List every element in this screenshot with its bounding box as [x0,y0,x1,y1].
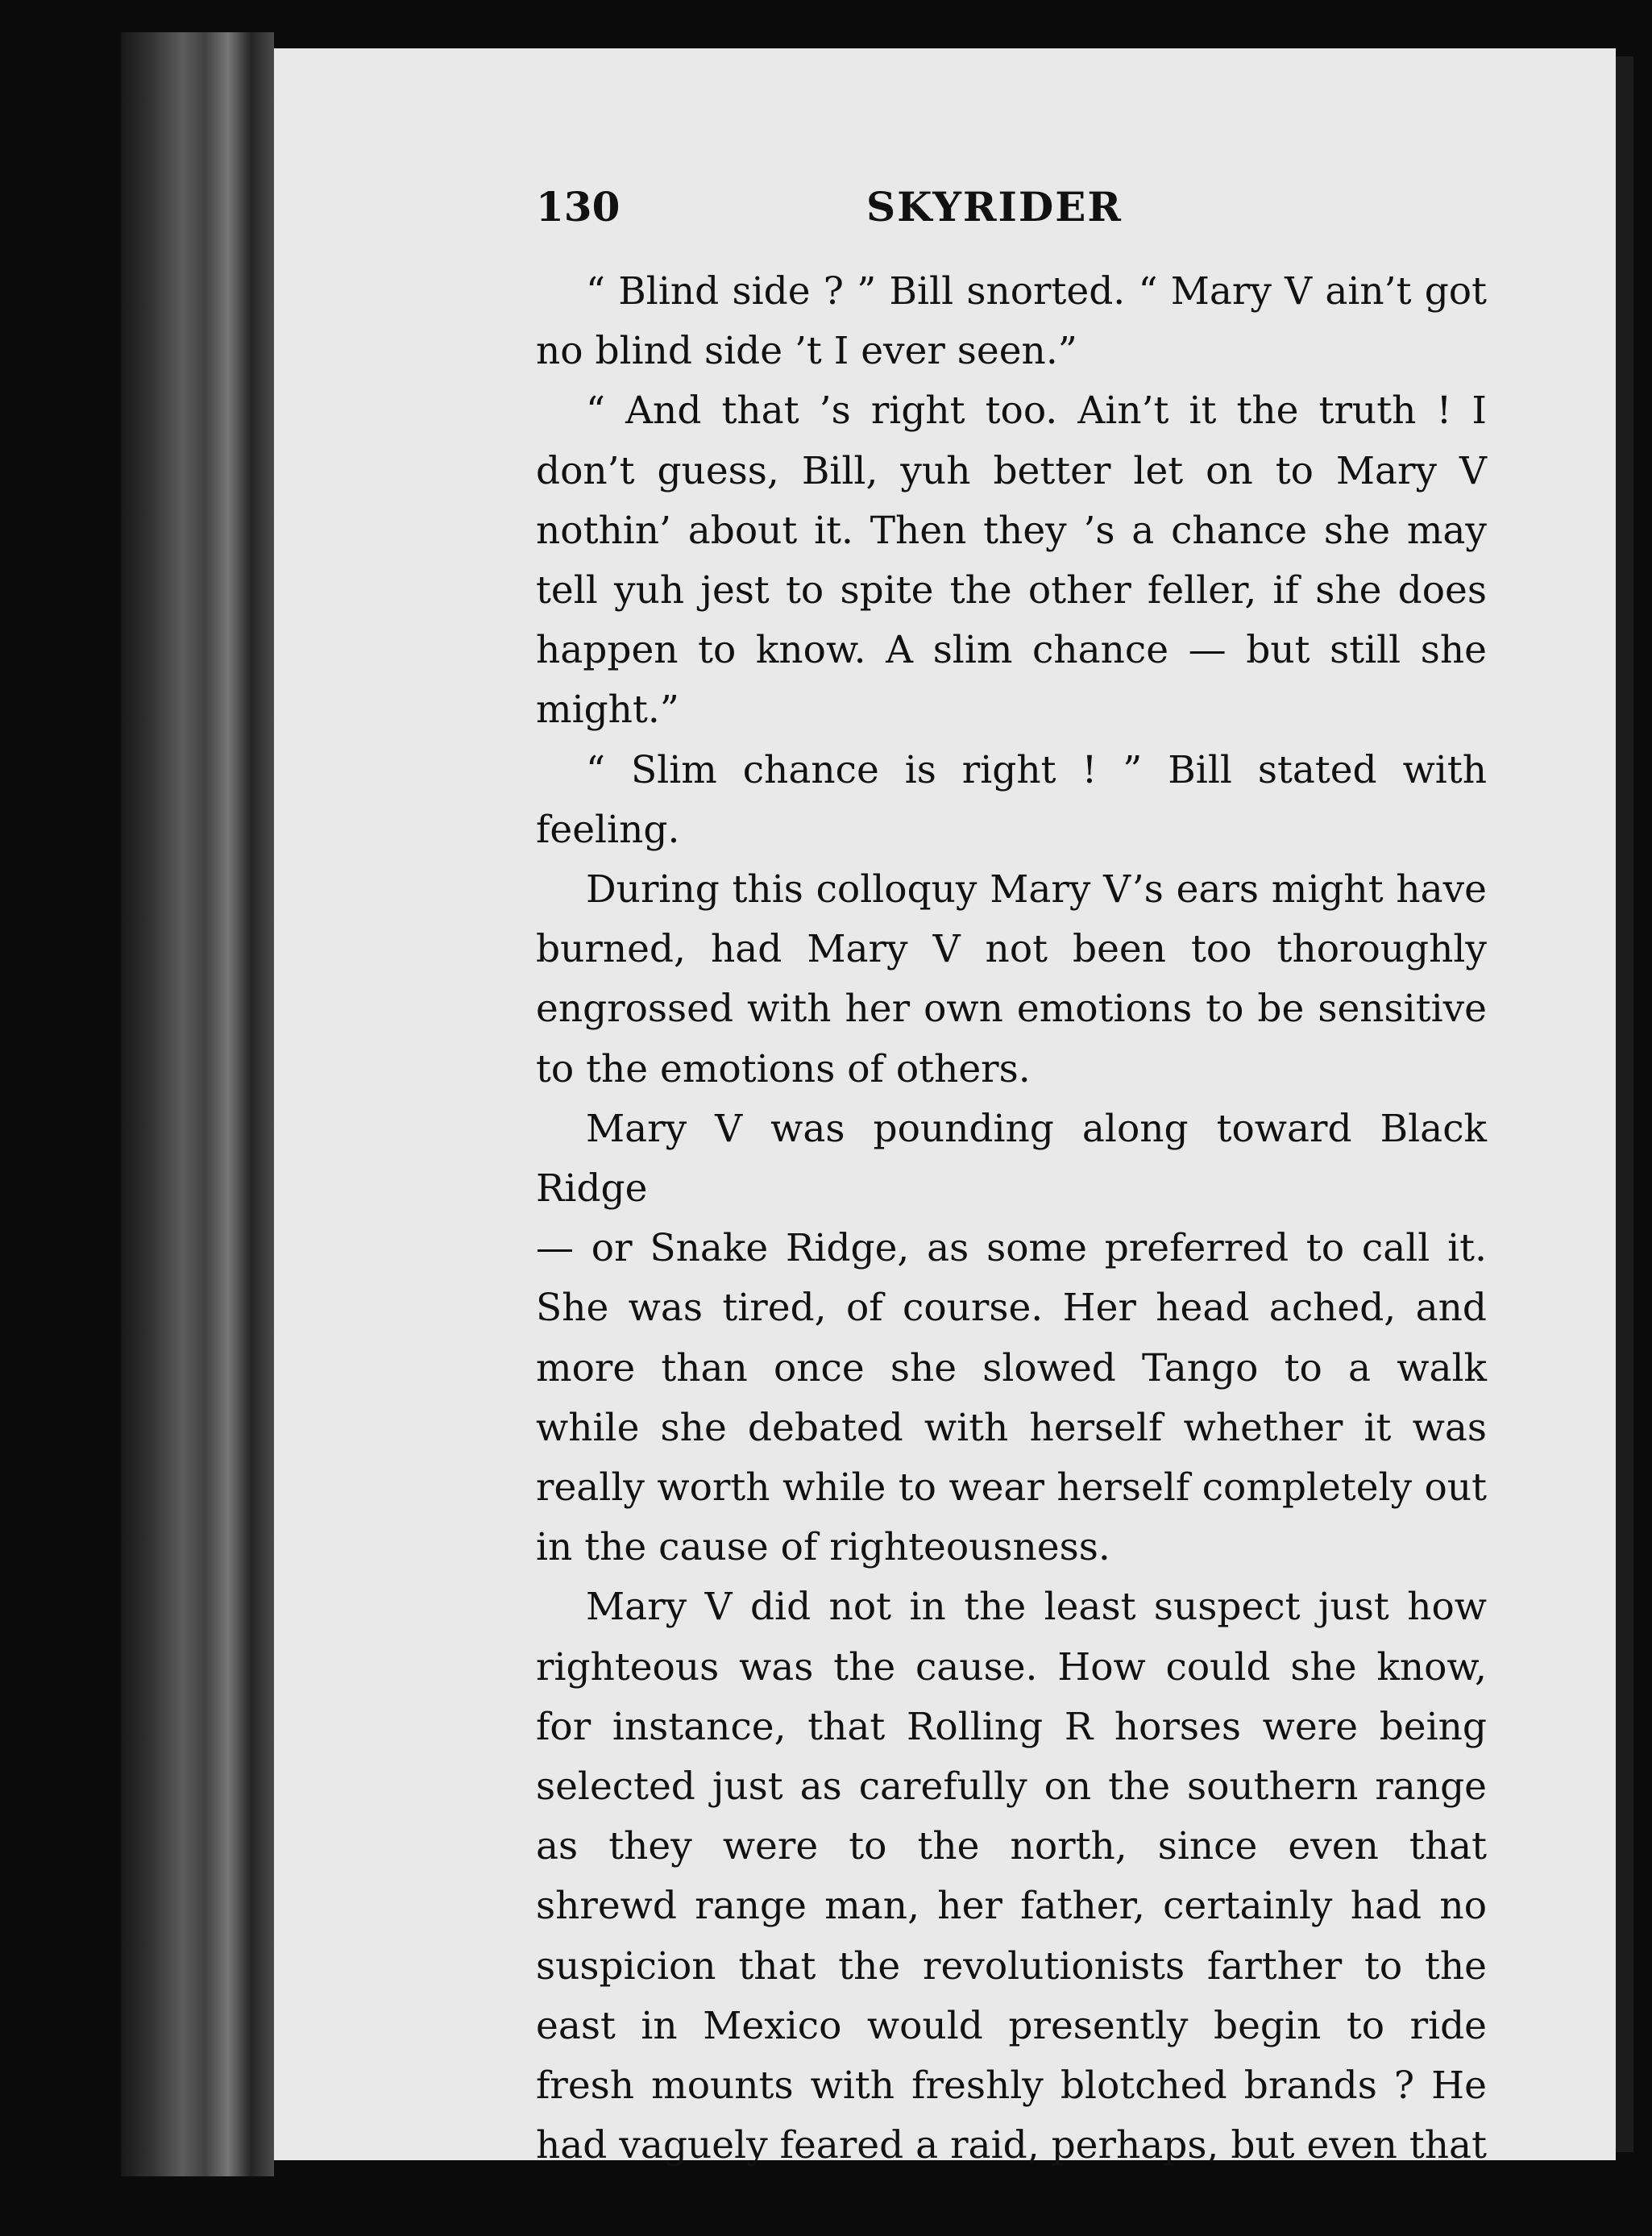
paragraph: — or Snake Ridge, as some preferred to call it. She was tired, of course. Her head ached, and more than once she slowed Tango to a walk while she debated with herself whether it was really worth while to wear herself completely out in the cause of righteousness. [536,1226,1487,1570]
paragraph: During this colloquy Mary V’s ears might have burned, had Mary V not been too thoroughly engrossed with her own emotions to be sensitive to the emotions of others. [536,867,1487,1091]
running-head [536,179,1483,235]
book-spine [121,32,274,2176]
paragraph: “ Slim chance is right ! ” Bill stated with feeling. [536,747,1487,852]
paragraph: Mary V did not in the least suspect just how righteous was the cause. How could she know, for instance, that Rolling R horses were being selected just as carefully on the southern range as they were to the north, since even that shrewd range man, her father, certainly had no suspicion that the revolutionists farther to the east in Mexico would presently begin to ride fresh mounts with freshly blotched brands ? He had vaguely feared a raid, perhaps, but even that [536,1585,1487,2168]
page-number: 130 [536,183,621,231]
page-edge [1616,56,1633,2152]
paragraph: Mary V was pounding along toward Black Ridge [536,1106,1487,1212]
body-text [536,262,1487,2176]
book-title: SKYRIDER [866,183,1123,231]
paragraph: “ Blind side ? ” Bill snorted. “ Mary V ain’t got no blind side ’t I ever seen.” [536,269,1487,374]
paragraph: “ And that ’s right too. Ain’t it the truth ! I don’t guess, Bill, yuh better let on to Mary V nothin’ about it. Then they ’s a chance she may tell yuh jest to spite the other feller, if she does happen to know. A slim chance — but still she might.” [536,389,1487,733]
